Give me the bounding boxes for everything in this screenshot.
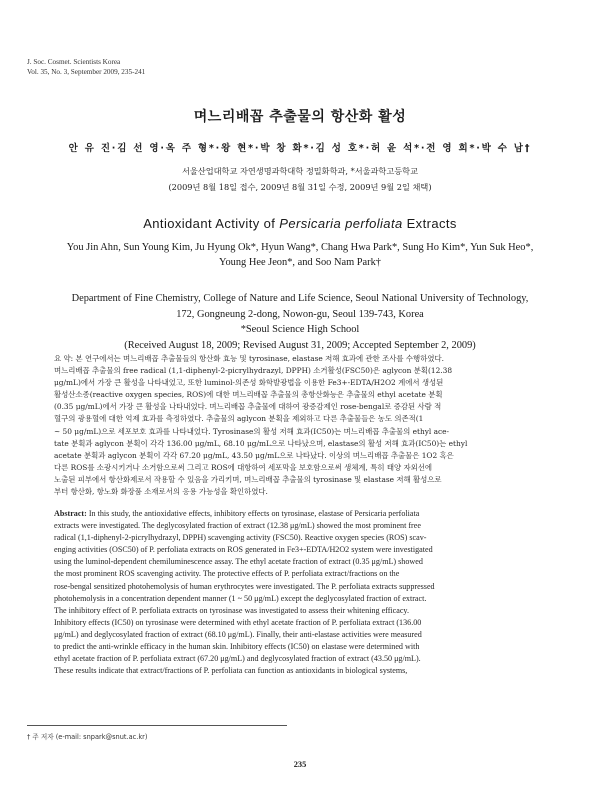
- korean-authors: 안 유 진·김 선 영·옥 주 형*·왕 현*·박 창 화*·김 성 호*·허 윤 석*·전 영 희*·박 수 남†: [68, 143, 532, 154]
- affiliation-line: (Received August 18, 2009; Revised August 31, 2009; Accepted September 2, 2009): [124, 339, 476, 351]
- english-authors: [40, 240, 560, 270]
- korean-abstract-line: 며느리배꼽 추출물의 free radical (1,1-diphenyl-2-picrylhydrazyl, DPPH) 소거활성(FSC50)은 aglycon 분획(12.38: [54, 366, 453, 376]
- english-title-prefix: Antioxidant Activity of: [143, 216, 280, 231]
- korean-abstract: [54, 353, 548, 498]
- english-abstract-line: Inhibitory effects (IC50) on tyrosinase were determined with ethyl acetate fraction of P. perfoliata extract (136.00: [54, 617, 422, 627]
- english-abstract-line: μg/mL) and deglycosylated fraction of extract (68.10 μg/mL). Finally, their anti-elastase activities were measured: [54, 629, 422, 639]
- journal-volume: Vol. 35, No. 3, September 2009, 235-241: [27, 68, 146, 76]
- english-abstract-line: the most prominent ROS scavenging activity. The protective effects of P. perfoliata extract/fractions on the: [54, 569, 400, 579]
- english-abstract-line: extracts were investigated. The deglycosylated fraction of extract (12.38 μg/mL) showed the most prominent free: [54, 521, 421, 531]
- english-abstract-line: These results indicate that extract/fractions of P. perfoliata can function as antioxidants in biological systems,: [54, 666, 408, 676]
- english-authors-line: Young Hee Jeon*, and Soo Nam Park†: [218, 257, 381, 268]
- korean-abstract-line: 다른 ROS를 소광시키거나 소거함으로써 그리고 ROS에 대항하여 세포막을 보호함으로써 생체계, 특히 태양 자외선에: [54, 462, 433, 472]
- english-title-species: Persicaria perfoliata: [279, 216, 403, 231]
- english-abstract: [54, 508, 548, 677]
- english-abstract-line: using the luminol-dependent chemiluminescence assay. The ethyl acetate fraction of extract (0.35 μg/mL) showed: [54, 557, 423, 567]
- korean-abstract-line: ~ 50 μg/mL)으로 세포보호 효과를 나타내었다. Tyrosinase의 활성 저해 효과(IC50)는 며느리배꼽 추출물의 ethyl ace-: [54, 426, 450, 436]
- english-abstract-line: photohemolysis in a concentration dependent manner (1 ~ 50 μg/mL) except the deglycosylated fraction of extract.: [54, 593, 427, 603]
- page-number: 235: [293, 760, 307, 769]
- affiliation-line: Department of Fine Chemistry, College of Nature and Life Science, Seoul National University of Technology,: [71, 293, 529, 304]
- english-abstract-line: In this study, the antioxidative effects, inhibitory effects on tyrosinase, elastase of Persicaria perfoliata: [86, 509, 420, 518]
- affiliation-line: 172, Gongneung 2-dong, Nowon-gu, Seoul 139-743, Korea: [176, 308, 424, 320]
- korean-abstract-line: 요 약: 본 연구에서는 며느리배꼽 추출물들의 항산화 효능 및 tyrosinase, elastase 저해 효과에 관한 조사를 수행하였다.: [54, 354, 444, 363]
- korean-abstract-line: tate 분획과 aglycon 분획이 각각 136.00 μg/mL, 68.10 μg/mL으로 나타났으며, elastase의 활성 저해 효과(IC50)는 ethyl: [54, 438, 468, 448]
- corresponding-author-footnote: † 주 저자 (e-mail: snpark@snut.ac.kr): [27, 733, 148, 741]
- korean-title: 며느리배꼽 추출물의 항산화 활성: [193, 109, 407, 125]
- english-abstract-line: The inhibitory effect of P. perfoliata extracts on tyrosinase was investigated to assess their whitening efficacy.: [54, 605, 409, 615]
- korean-abstract-line: μg/mL)에서 가장 큰 활성을 나타내었고, 또한 luminol-의존성 화학발광법을 이용한 Fe3+-EDTA/H2O2 계에서 생성된: [54, 378, 444, 388]
- korean-abstract-line: acetate 분획과 aglycon 분획이 각각 67.20 μg/mL, 43.50 μg/mL으로 나타났다. 이상의 며느리배꼽 추출물은 1O2 혹은: [54, 450, 454, 460]
- korean-dates: (2009년 8월 18일 접수, 2009년 8월 31일 수정, 2009년 9월 2일 채택): [168, 182, 432, 192]
- english-title: [0, 216, 600, 231]
- english-abstract-line: rose-bengal sensitized photohemolysis of human erythrocytes were investigated. The P. perfoliata extracts suppressed: [54, 581, 435, 591]
- korean-abstract-line: (0.35 μg/mL)에서 가장 큰 활성을 나타내었다. 며느리배꼽 추출물에 대하여 광증감제인 rose-bengal로 증감된 사람 적: [54, 402, 442, 412]
- english-abstract-first-line: [54, 508, 548, 520]
- english-title-suffix: Extracts: [402, 216, 457, 231]
- journal-name: J. Soc. Cosmet. Scientists Korea: [27, 58, 121, 66]
- english-affiliation: [40, 291, 560, 353]
- abstract-label: Abstract:: [54, 509, 87, 518]
- korean-abstract-line: 혈구의 광용혈에 대한 억제 효과를 측정하였다. 추출물의 aglycon 분획을 제외하고 다른 추출물들은 농도 의존적(1: [54, 414, 424, 424]
- korean-abstract-line: 노출된 피부에서 항산화제로서 작용할 수 있음을 가리키며, 며느리배꼽 추출물의 tyrosinase 및 elastase 저해 활성으로: [54, 474, 442, 484]
- journal-header: [27, 57, 145, 77]
- english-abstract-line: to predict the anti-wrinkle efficacy in the human skin. Inhibitory effects (IC50) on elastase were determined with: [54, 642, 420, 652]
- korean-abstract-line: 활성산소종(reactive oxygen species, ROS)에 대한 며느리배꼽 추출물의 총항산화능은 추출물의 ethyl acetate 분획: [54, 390, 443, 400]
- affiliation-line: *Seoul Science High School: [240, 324, 360, 335]
- english-authors-line: You Jin Ahn, Sun Young Kim, Ju Hyung Ok*, Hyun Wang*, Chang Hwa Park*, Sung Ho Kim*, Yun Suk Heo*,: [66, 242, 534, 253]
- korean-abstract-line: 부터 항산화, 항노화 화장품 소재로서의 응용 가능성을 확인하였다.: [54, 487, 268, 497]
- english-abstract-line: ethyl acetate fraction of P. perfoliata extract (67.20 μg/mL) and deglycosylated fraction of extract (43.50 μg/mL).: [54, 654, 421, 664]
- korean-affiliation: 서울산업대학교 자연생명과학대학 정밀화학과, *서울과학고등학교: [182, 166, 418, 176]
- footnote-divider: [27, 725, 287, 726]
- english-abstract-line: enging activities (OSC50) of P. perfoliata extracts on ROS generated in Fe3+-EDTA/H2O2 system were investigated: [54, 545, 433, 555]
- english-abstract-line: radical (1,1-diphenyl-2-picrylhydrazyl, DPPH) scavenging activity (FSC50). Reactive oxygen species (ROS) scav-: [54, 533, 427, 543]
